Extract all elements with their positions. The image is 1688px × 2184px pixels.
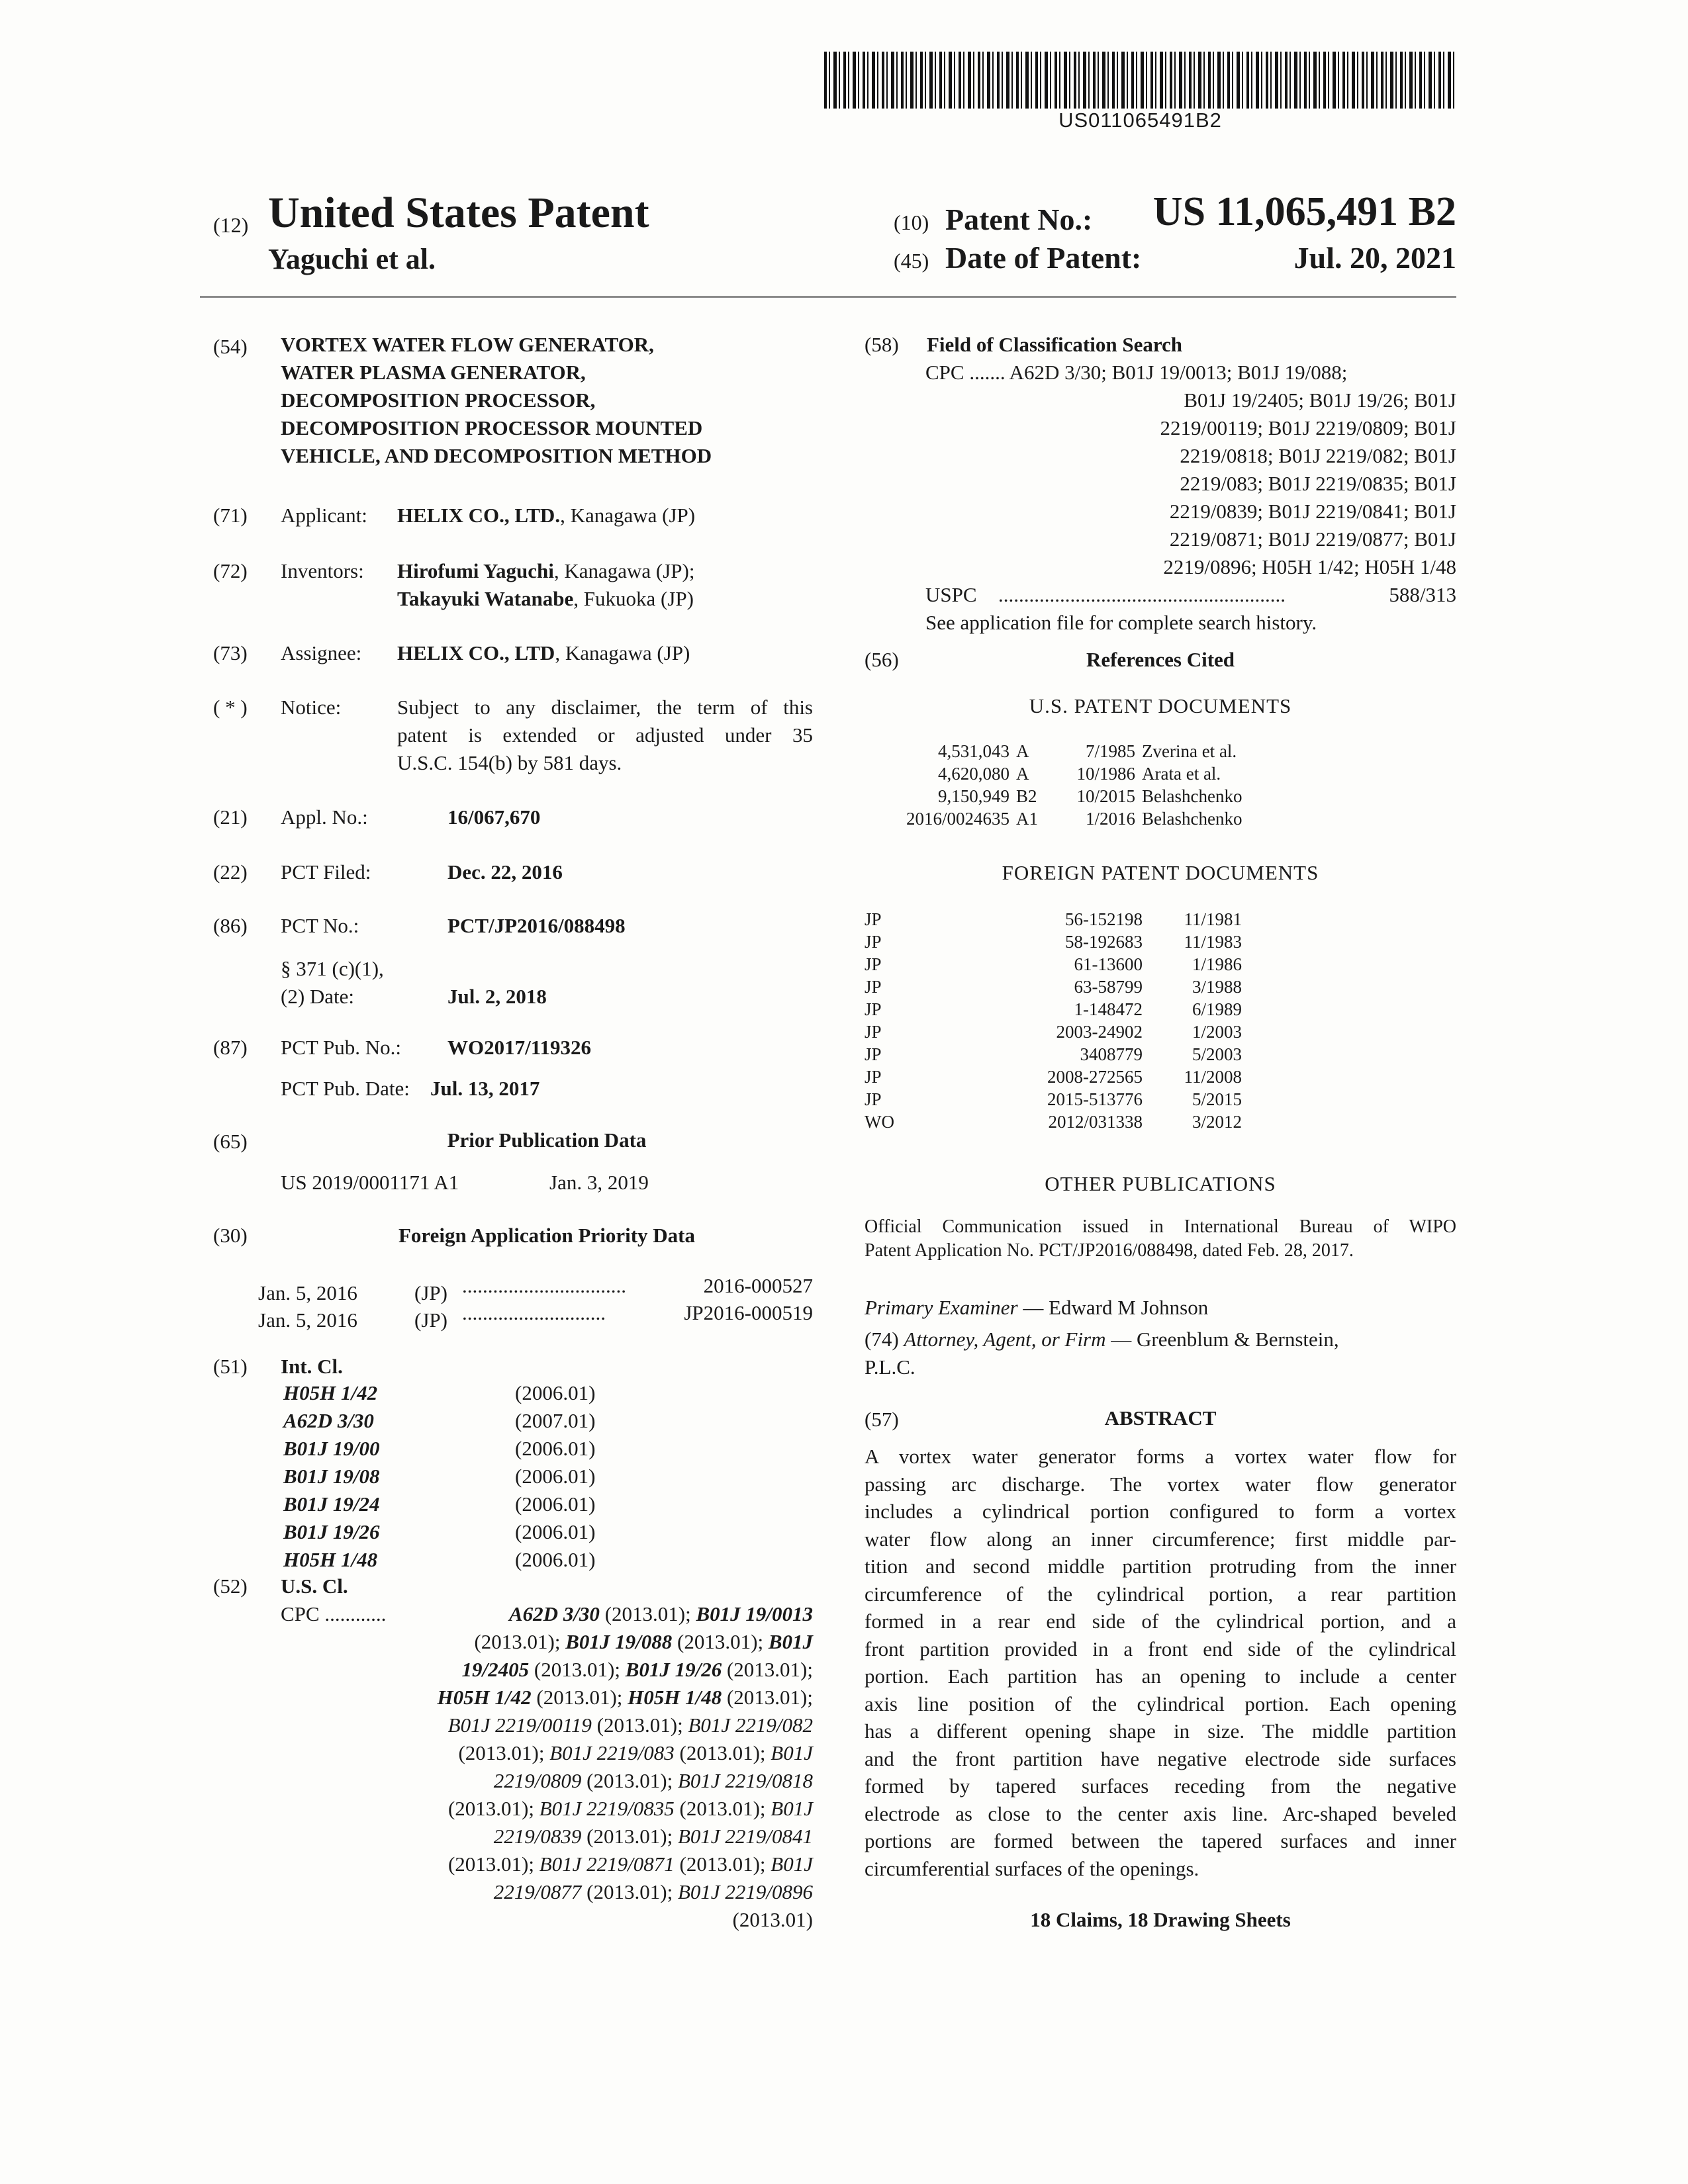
foreign-date: 1/1986 bbox=[1192, 954, 1242, 974]
foreign-date: 3/1988 bbox=[1192, 977, 1242, 997]
int-cl-row bbox=[283, 1435, 595, 1463]
field-number-22: (22) bbox=[213, 860, 248, 884]
cpc-code: H05H 1/42 bbox=[437, 1686, 532, 1709]
cpc-code: B01J 19/088 bbox=[565, 1630, 673, 1653]
pct-pub-date: Jul. 13, 2017 bbox=[430, 1077, 540, 1100]
search-line: B01J 19/2405; B01J 19/26; B01J bbox=[1184, 388, 1456, 412]
abstract-line: and the front partition have negative electrode side surfaces bbox=[865, 1747, 1456, 1770]
notice-label: Notice: bbox=[281, 696, 342, 719]
abstract-line: has a different opening shape in size. The middle partition bbox=[865, 1719, 1456, 1743]
section-371-label: § 371 (c)(1), bbox=[281, 957, 384, 980]
int-cl-row bbox=[283, 1546, 595, 1574]
cpc-code: B01J 2219/0896 bbox=[677, 1880, 813, 1903]
applicant bbox=[397, 502, 695, 529]
ref-date: 10/2015 bbox=[1076, 786, 1135, 806]
us-ref-row bbox=[861, 762, 1242, 785]
us-patent-docs-heading: U.S. PATENT DOCUMENTS bbox=[1029, 694, 1292, 717]
foreign-ref-row bbox=[865, 1066, 1242, 1088]
us-cl-cpc-label: CPC ............ bbox=[281, 1602, 387, 1625]
field-number-56: (56) bbox=[865, 648, 899, 671]
pct-filed-label: PCT Filed: bbox=[281, 860, 371, 884]
foreign-date: 1/2003 bbox=[1192, 1022, 1242, 1042]
cpc-version: (2013.01); bbox=[581, 1825, 678, 1848]
field-of-search-lines bbox=[925, 359, 1456, 581]
barcode-number: US011065491B2 bbox=[1058, 109, 1222, 132]
us-cl-line bbox=[281, 1850, 813, 1878]
cpc-code: B01J 2219/083 bbox=[549, 1741, 675, 1764]
title-line: VEHICLE, AND DECOMPOSITION METHOD bbox=[281, 444, 712, 467]
foreign-number: 56-152198 bbox=[1065, 909, 1143, 929]
search-line: 2219/0839; B01J 2219/0841; B01J bbox=[1169, 500, 1456, 523]
cpc-code: B01J bbox=[768, 1630, 813, 1653]
cpc-code: B01J 2219/0871 bbox=[539, 1852, 675, 1876]
us-cl-line bbox=[281, 1739, 813, 1767]
cpc-code: 2219/0877 bbox=[493, 1880, 582, 1903]
inventor-short: Yaguchi et al. bbox=[268, 243, 436, 275]
int-cl-version: (2006.01) bbox=[515, 1381, 596, 1404]
invention-title bbox=[281, 331, 712, 470]
title-line: WATER PLASMA GENERATOR, bbox=[281, 361, 586, 384]
foreign-country: WO bbox=[865, 1112, 894, 1132]
int-cl-row bbox=[283, 1407, 595, 1435]
int-cl-row bbox=[283, 1463, 595, 1490]
field-number-10: (10) bbox=[894, 210, 929, 234]
abstract-line: front partition provided in a front end side of the cylindrical bbox=[865, 1637, 1456, 1661]
search-line: 2219/0896; H05H 1/42; H05H 1/48 bbox=[1163, 555, 1456, 578]
assignee-name: HELIX CO., LTD bbox=[397, 641, 555, 664]
uspc-leader: ........................................................ bbox=[998, 583, 1286, 606]
references-cited-heading: References Cited bbox=[1086, 648, 1235, 671]
pct-pub-no: WO2017/119326 bbox=[447, 1036, 592, 1059]
search-history-note: See application file for complete search history. bbox=[925, 611, 1317, 634]
int-cl-code: B01J 19/24 bbox=[283, 1492, 380, 1516]
foreign-ref-row bbox=[865, 976, 1242, 998]
foreign-patent-docs-table bbox=[865, 908, 1242, 1133]
foreign-ref-row bbox=[865, 953, 1242, 976]
foreign-country: JP bbox=[865, 1044, 882, 1064]
document-title: United States Patent bbox=[268, 189, 649, 237]
cpc-version: (2013.01); bbox=[581, 1880, 678, 1903]
cpc-code: B01J 2219/0818 bbox=[677, 1769, 813, 1792]
abstract-line: circumferential surfaces of the openings. bbox=[865, 1856, 1199, 1880]
ref-date: 1/2016 bbox=[1085, 809, 1135, 829]
ref-name: Zverina et al. bbox=[1142, 741, 1237, 761]
priority-date: Jan. 5, 2016 bbox=[258, 1281, 357, 1304]
cpc-version: (2013.01); bbox=[722, 1686, 813, 1709]
field-number-30: (30) bbox=[213, 1224, 248, 1247]
field-number-52: (52) bbox=[213, 1574, 248, 1598]
field-number-54: (54) bbox=[213, 335, 248, 358]
us-cl-line bbox=[281, 1684, 813, 1711]
foreign-number: 3408779 bbox=[1080, 1044, 1143, 1064]
int-cl-code: B01J 19/08 bbox=[283, 1465, 380, 1488]
foreign-date: 6/1989 bbox=[1192, 999, 1242, 1019]
field-number-51: (51) bbox=[213, 1355, 248, 1378]
foreign-number: 2015-513776 bbox=[1047, 1089, 1143, 1109]
attorney bbox=[865, 1326, 1456, 1353]
foreign-date: 11/1981 bbox=[1184, 909, 1242, 929]
foreign-date: 5/2003 bbox=[1192, 1044, 1242, 1064]
foreign-number: 58-192683 bbox=[1065, 932, 1143, 952]
appl-no-label: Appl. No.: bbox=[281, 805, 368, 829]
cpc-code: B01J 2219/082 bbox=[688, 1713, 813, 1737]
field-number-65: (65) bbox=[213, 1130, 248, 1153]
cpc-code: A62D 3/30 bbox=[509, 1602, 600, 1625]
ref-number: 2016/0024635 bbox=[906, 809, 1009, 829]
section-371-date-label: (2) Date: bbox=[281, 985, 355, 1008]
priority-date: Jan. 5, 2016 bbox=[258, 1308, 357, 1332]
title-line: VORTEX WATER FLOW GENERATOR, bbox=[281, 333, 654, 356]
priority-row bbox=[258, 1299, 813, 1334]
field-number-86: (86) bbox=[213, 914, 248, 937]
us-cl-line bbox=[397, 1600, 813, 1628]
foreign-country: JP bbox=[865, 1022, 882, 1042]
search-line: 2219/00119; B01J 2219/0809; B01J bbox=[1160, 416, 1456, 439]
abstract-line: includes a cylindrical portion configured to form a vortex bbox=[865, 1500, 1456, 1523]
foreign-number: 63-58799 bbox=[1074, 977, 1143, 997]
us-cl-line bbox=[281, 1656, 813, 1684]
ref-number: 4,531,043 bbox=[938, 741, 1009, 761]
uspc-line bbox=[925, 581, 1456, 609]
field-number-58: (58) bbox=[865, 333, 899, 356]
notice-line: U.S.C. 154(b) by 581 days. bbox=[397, 751, 622, 774]
cpc-code: B01J 2219/00119 bbox=[447, 1713, 592, 1737]
other-publication-line: Official Communication issued in International Bureau of WIPO bbox=[865, 1216, 1456, 1237]
cpc-code: B01J 2219/0835 bbox=[539, 1797, 675, 1820]
assignee-location: , Kanagawa (JP) bbox=[555, 641, 690, 664]
foreign-date: 5/2015 bbox=[1192, 1089, 1242, 1109]
foreign-date: 11/1983 bbox=[1184, 932, 1242, 952]
foreign-priority-heading: Foreign Application Priority Data bbox=[398, 1224, 696, 1247]
foreign-country: JP bbox=[865, 1067, 882, 1087]
notice-text bbox=[397, 694, 813, 777]
other-publication-entry bbox=[865, 1215, 1456, 1263]
abstract-line: electrode as close to the center axis line. Arc-shaped beveled bbox=[865, 1801, 1456, 1825]
priority-leader: ................................ bbox=[462, 1274, 626, 1297]
cpc-code: B01J 2219/0841 bbox=[677, 1825, 813, 1848]
applicant-name: HELIX CO., LTD. bbox=[397, 504, 561, 527]
inventors-label: Inventors: bbox=[281, 559, 364, 582]
search-line: 2219/0871; B01J 2219/0877; B01J bbox=[1169, 527, 1456, 551]
ref-kind: A1 bbox=[1016, 809, 1038, 829]
ref-number: 4,620,080 bbox=[938, 764, 1009, 784]
prior-publication-number: US 2019/0001171 A1 bbox=[281, 1171, 459, 1194]
cpc-version: (2013.01); bbox=[529, 1658, 626, 1681]
int-cl-version: (2006.01) bbox=[515, 1437, 596, 1460]
foreign-country: JP bbox=[865, 954, 882, 974]
us-ref-row bbox=[861, 807, 1242, 830]
prior-publication-date: Jan. 3, 2019 bbox=[549, 1171, 649, 1194]
foreign-date: 3/2012 bbox=[1192, 1112, 1242, 1132]
inventor-1-location: , Kanagawa (JP); bbox=[553, 559, 695, 582]
foreign-ref-row bbox=[865, 1021, 1242, 1043]
priority-number: 2016-000527 bbox=[703, 1274, 813, 1297]
cpc-code: H05H 1/48 bbox=[628, 1686, 722, 1709]
cpc-version: (2013.01); bbox=[674, 1852, 771, 1876]
field-number-21: (21) bbox=[213, 805, 248, 829]
claims-summary: 18 Claims, 18 Drawing Sheets bbox=[1030, 1908, 1291, 1931]
other-publication-line: Patent Application No. PCT/JP2016/088498, dated Feb. 28, 2017. bbox=[865, 1240, 1354, 1261]
prior-publication-heading: Prior Publication Data bbox=[447, 1128, 647, 1152]
foreign-country: JP bbox=[865, 909, 882, 929]
section-371-date: Jul. 2, 2018 bbox=[447, 985, 547, 1008]
foreign-number: 2003-24902 bbox=[1056, 1022, 1143, 1042]
inventor-1 bbox=[397, 557, 694, 585]
ref-name: Belashchenko bbox=[1142, 786, 1243, 806]
int-cl-row bbox=[283, 1490, 595, 1518]
abstract-line: formed by tapered surfaces receding from the negative bbox=[865, 1774, 1456, 1797]
abstract-text bbox=[865, 1443, 1456, 1882]
search-line: CPC ....... A62D 3/30; B01J 19/0013; B01J 19/088; bbox=[925, 361, 1348, 384]
foreign-number: 2012/031338 bbox=[1048, 1112, 1143, 1132]
date-of-patent: Jul. 20, 2021 bbox=[1293, 241, 1456, 275]
attorney-name-cont: P.L.C. bbox=[865, 1355, 915, 1379]
priority-leader: ............................ bbox=[462, 1301, 606, 1324]
inventor-2-name: Takayuki Watanabe bbox=[397, 587, 574, 610]
cpc-code: 19/2405 bbox=[461, 1658, 530, 1681]
int-cl-table bbox=[283, 1379, 595, 1574]
field-number-12: (12) bbox=[213, 213, 249, 237]
cpc-code: 2219/0839 bbox=[493, 1825, 582, 1848]
cpc-version: (2013.01); bbox=[447, 1797, 539, 1820]
int-cl-code: H05H 1/48 bbox=[283, 1548, 378, 1571]
priority-number: JP2016-000519 bbox=[684, 1301, 813, 1324]
us-ref-row bbox=[861, 740, 1242, 762]
ref-name: Belashchenko bbox=[1142, 809, 1243, 829]
pct-no: PCT/JP2016/088498 bbox=[447, 914, 626, 937]
cpc-version: (2013.01); bbox=[599, 1602, 696, 1625]
abstract-heading: ABSTRACT bbox=[1104, 1406, 1217, 1430]
applicant-location: , Kanagawa (JP) bbox=[560, 504, 696, 527]
foreign-country: JP bbox=[865, 977, 882, 997]
field-number-57: (57) bbox=[865, 1408, 899, 1431]
priority-country: (JP) bbox=[414, 1281, 447, 1304]
inventor-2-location: , Fukuoka (JP) bbox=[573, 587, 694, 610]
header-divider bbox=[200, 296, 1456, 298]
appl-no: 16/067,670 bbox=[447, 805, 541, 829]
foreign-ref-row bbox=[865, 998, 1242, 1021]
foreign-number: 61-13600 bbox=[1074, 954, 1143, 974]
primary-examiner bbox=[865, 1294, 1208, 1322]
field-of-search-heading: Field of Classification Search bbox=[927, 333, 1183, 356]
cpc-version: (2013.01); bbox=[674, 1741, 771, 1764]
foreign-ref-row bbox=[865, 908, 1242, 931]
us-cl-line bbox=[281, 1767, 813, 1795]
field-number-71: (71) bbox=[213, 504, 248, 527]
cpc-code: B01J 19/26 bbox=[625, 1658, 722, 1681]
us-cl-line bbox=[281, 1878, 813, 1906]
foreign-country: JP bbox=[865, 1089, 882, 1109]
field-number-45: (45) bbox=[894, 249, 929, 273]
abstract-line: tition and second middle partition protruding from the inner bbox=[865, 1555, 1456, 1578]
cpc-code: B01J 19/0013 bbox=[696, 1602, 813, 1625]
search-line: 2219/083; B01J 2219/0835; B01J bbox=[1180, 472, 1456, 495]
abstract-line: A vortex water generator forms a vortex water flow for bbox=[865, 1445, 1456, 1468]
int-cl-code: B01J 19/26 bbox=[283, 1520, 380, 1543]
dash: — bbox=[1017, 1296, 1049, 1319]
patent-number: US 11,065,491 B2 bbox=[1152, 189, 1456, 234]
primary-examiner-name: Edward M Johnson bbox=[1049, 1296, 1209, 1319]
us-patent-docs-table bbox=[861, 740, 1242, 830]
other-publications-heading: OTHER PUBLICATIONS bbox=[1045, 1172, 1276, 1195]
us-ref-row bbox=[861, 785, 1242, 807]
attorney-name: Greenblum & Bernstein, bbox=[1137, 1328, 1339, 1351]
int-cl-version: (2006.01) bbox=[515, 1548, 596, 1571]
foreign-country: JP bbox=[865, 932, 882, 952]
title-line: DECOMPOSITION PROCESSOR MOUNTED bbox=[281, 416, 703, 439]
cpc-version: (2013.01); bbox=[581, 1769, 678, 1792]
foreign-country: JP bbox=[865, 999, 882, 1019]
abstract-line: passing arc discharge. The vortex water flow generator bbox=[865, 1472, 1456, 1496]
cpc-code: B01J bbox=[771, 1797, 813, 1820]
uspc-label: USPC bbox=[925, 583, 977, 606]
abstract-line: formed in a rear end side of the cylindrical portion, and a bbox=[865, 1610, 1456, 1633]
int-cl-version: (2006.01) bbox=[515, 1520, 596, 1543]
int-cl-code: A62D 3/30 bbox=[283, 1409, 374, 1432]
ref-kind: B2 bbox=[1016, 786, 1037, 806]
applicant-label: Applicant: bbox=[281, 504, 367, 527]
inventor-2 bbox=[397, 585, 694, 613]
cpc-version: (2013.01); bbox=[458, 1741, 550, 1764]
int-cl-code: H05H 1/42 bbox=[283, 1381, 378, 1404]
cpc-version: (2013.01); bbox=[722, 1658, 813, 1681]
cpc-version: (2013.01); bbox=[447, 1852, 539, 1876]
int-cl-row bbox=[283, 1518, 595, 1546]
notice-line: Subject to any disclaimer, the term of this bbox=[397, 696, 813, 719]
int-cl-version: (2007.01) bbox=[515, 1409, 596, 1432]
cpc-code: 2219/0809 bbox=[493, 1769, 582, 1792]
abstract-line: portions are formed between the tapered surfaces and inner bbox=[865, 1829, 1456, 1852]
us-cl-line bbox=[281, 1823, 813, 1850]
pct-pub-no-label: PCT Pub. No.: bbox=[281, 1036, 402, 1059]
abstract-line: portion. Each partition has an opening to include a center bbox=[865, 1664, 1456, 1688]
foreign-ref-row bbox=[865, 1111, 1242, 1133]
abstract-line: axis line position of the cylindrical portion. Each opening bbox=[865, 1692, 1456, 1715]
cpc-version: (2013.01); bbox=[591, 1713, 688, 1737]
ref-kind: A bbox=[1016, 741, 1029, 761]
field-number-73: (73) bbox=[213, 641, 248, 664]
cpc-code: B01J bbox=[771, 1852, 813, 1876]
pct-pub-date-label: PCT Pub. Date: bbox=[281, 1077, 410, 1100]
foreign-ref-row bbox=[865, 1043, 1242, 1066]
assignee-label: Assignee: bbox=[281, 641, 362, 664]
pct-filed-date: Dec. 22, 2016 bbox=[447, 860, 563, 884]
us-cl-line bbox=[281, 1795, 813, 1823]
patent-no-label: Patent No.: bbox=[945, 203, 1093, 236]
cpc-version: (2013.01); bbox=[672, 1630, 769, 1653]
notice-line: patent is extended or adjusted under 35 bbox=[397, 723, 813, 747]
pct-no-label: PCT No.: bbox=[281, 914, 359, 937]
ref-number: 9,150,949 bbox=[938, 786, 1009, 806]
foreign-number: 2008-272565 bbox=[1047, 1067, 1143, 1087]
date-of-patent-label: Date of Patent: bbox=[945, 241, 1142, 275]
foreign-number: 1-148472 bbox=[1074, 999, 1143, 1019]
field-number-72: (72) bbox=[213, 559, 248, 582]
ref-name: Arata et al. bbox=[1142, 764, 1221, 784]
ref-kind: A bbox=[1016, 764, 1029, 784]
cpc-version: (2013.01); bbox=[674, 1797, 771, 1820]
int-cl-heading: Int. Cl. bbox=[281, 1355, 343, 1378]
abstract-line: circumference of the cylindrical portion, a rear partition bbox=[865, 1582, 1456, 1606]
cpc-version: (2013.01); bbox=[474, 1630, 566, 1653]
cpc-code: B01J bbox=[771, 1741, 813, 1764]
ref-date: 7/1985 bbox=[1085, 741, 1135, 761]
us-cl-heading: U.S. Cl. bbox=[281, 1574, 348, 1598]
abstract-line: water flow along an inner circumference; first middle par- bbox=[865, 1527, 1456, 1551]
us-cl-line bbox=[281, 1628, 813, 1656]
ref-date: 10/1986 bbox=[1076, 764, 1135, 784]
foreign-date: 11/2008 bbox=[1184, 1067, 1242, 1087]
notice-marker: ( * ) bbox=[213, 696, 248, 719]
uspc-value: 588/313 bbox=[1389, 583, 1456, 606]
primary-examiner-label: Primary Examiner bbox=[865, 1296, 1018, 1319]
priority-country: (JP) bbox=[414, 1308, 447, 1332]
int-cl-row bbox=[283, 1379, 595, 1407]
foreign-patent-docs-heading: FOREIGN PATENT DOCUMENTS bbox=[1002, 861, 1319, 884]
us-cl-line bbox=[281, 1711, 813, 1739]
us-cl-line: (2013.01) bbox=[732, 1908, 813, 1931]
assignee bbox=[397, 639, 690, 667]
foreign-ref-row bbox=[865, 931, 1242, 953]
int-cl-version: (2006.01) bbox=[515, 1465, 596, 1488]
search-line: 2219/0818; B01J 2219/082; B01J bbox=[1180, 444, 1456, 467]
inventor-1-name: Hirofumi Yaguchi bbox=[397, 559, 554, 582]
cpc-version: (2013.01); bbox=[531, 1686, 628, 1709]
barcode bbox=[824, 52, 1456, 109]
attorney-label: Attorney, Agent, or Firm bbox=[904, 1328, 1106, 1351]
dash: — bbox=[1105, 1328, 1137, 1351]
field-number-87: (87) bbox=[213, 1036, 248, 1059]
title-line: DECOMPOSITION PROCESSOR, bbox=[281, 388, 596, 412]
int-cl-version: (2006.01) bbox=[515, 1492, 596, 1516]
int-cl-code: B01J 19/00 bbox=[283, 1437, 380, 1460]
field-number-74: (74) bbox=[865, 1328, 899, 1351]
foreign-ref-row bbox=[865, 1088, 1242, 1111]
